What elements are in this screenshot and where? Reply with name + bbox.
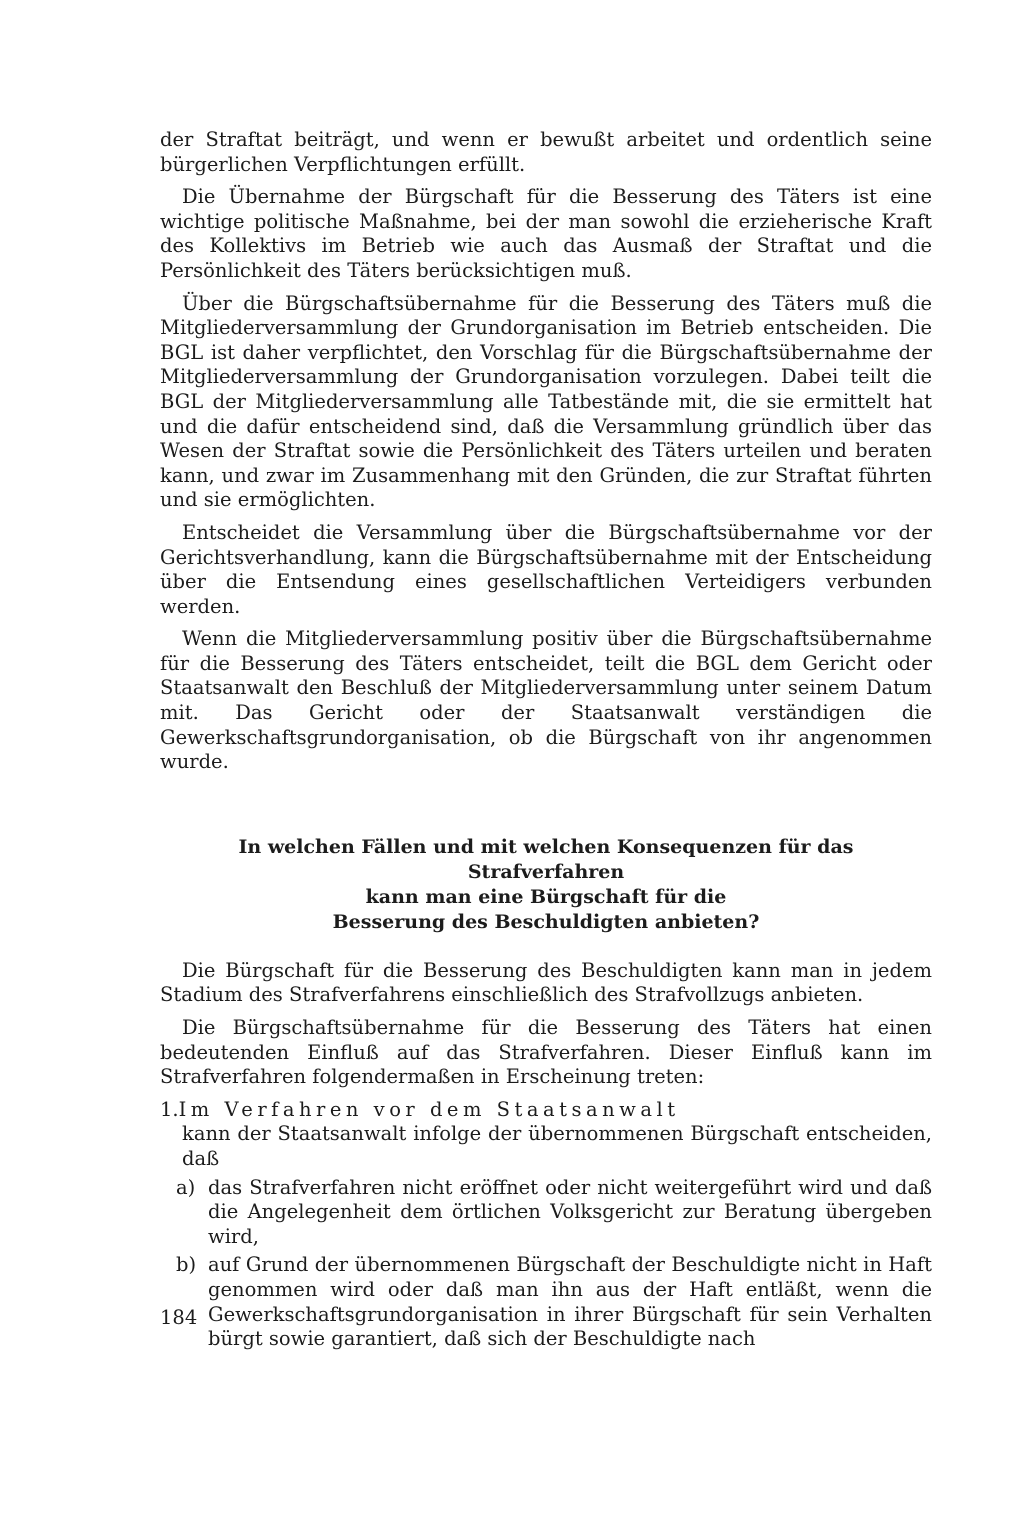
page-body — [160, 128, 932, 1356]
paragraph-continuation: der Straftat beiträgt, und wenn er bewußt arbeitet und ordentlich seine bürgerlichen Verpflichtungen erfüllt. — [160, 128, 932, 176]
list-item-number: 1. — [160, 1097, 179, 1121]
paragraph-decision: Über die Bürgschaftsübernahme für die Besserung des Täters muß die Mitgliederversammlung der Grundorganisation im Betrieb entscheiden. Die BGL ist daher verpflichtet, den Vorschlag für die Bürgschaftsübernahme der Mitgliederversammlung der Grundorganisation vorzulegen. Dabei teilt die BGL der Mitgliederversammlung alle Tatbestände mit, die sie ermittelt hat und die dafür entscheidend sind, daß die Versammlung gründlich über das Wesen der Straftat sowie die Persönlichkeit des Täters urteilen und beraten kann, und zwar im Zusammenhang mit den Gründen, die zur Straftat führten und sie ermöglichten. — [160, 291, 932, 512]
paragraph-stage: Die Bürgschaft für die Besserung des Beschuldigten kann man in jedem Stadium des Strafverfahrens einschließlich des Strafvollzugs anbieten. — [160, 958, 932, 1007]
paragraph-influence: Die Bürgschaftsübernahme für die Besserung des Täters hat einen bedeutenden Einfluß auf das Strafverfahren. Dieser Einfluß kann im Strafverfahren folgendermaßen in Erscheinung treten: — [160, 1016, 932, 1089]
sub-item-text: das Strafverfahren nicht eröffnet oder nicht weitergeführt wird und daß die Angelegenheit dem örtlichen Volksgericht zur Beratung übergeben wird, — [208, 1175, 932, 1248]
sub-item-a — [170, 1176, 932, 1250]
sub-item-marker: b) — [176, 1253, 197, 1277]
list-item-title: Im Verfahren vor dem Staatsanwalt — [178, 1097, 680, 1121]
heading-line-1: In welchen Fällen und mit welchen Konsequenzen für das Strafverfahren — [238, 835, 854, 883]
heading-line-3: Besserung des Beschuldigten anbieten? — [332, 910, 760, 933]
sub-item-marker: a) — [176, 1175, 196, 1199]
page-number: 184 — [160, 1306, 198, 1329]
sub-item-text: auf Grund der übernommenen Bürgschaft der Beschuldigte nicht in Haft genommen wird oder daß man ihn aus der Haft entläßt, wenn die Gewerkschaftsgrundorganisation in ihrer Bürgschaft für sein Verhalten bürgt sowie garantiert, daß sich der Beschuldigte nach — [208, 1253, 932, 1351]
list-item-1-body: kann der Staatsanwalt infolge der übernommenen Bürgschaft entscheiden, daß — [182, 1122, 932, 1170]
paragraph-notification: Wenn die Mitgliederversammlung positiv über die Bürgschaftsübernahme für die Besserung des Täters entscheidet, teilt die BGL dem Gericht oder Staatsanwalt den Beschluß der Mitgliederversammlung unter seinem Datum mit. Das Gericht oder der Staatsanwalt verständigen die Gewerkschaftsgrundorganisation, ob die Bürgschaft von ihr angenommen wurde. — [160, 627, 932, 774]
sub-item-b — [170, 1253, 932, 1351]
paragraph-importance: Die Übernahme der Bürgschaft für die Besserung des Täters ist eine wichtige politische Maßnahme, bei der man sowohl die erzieherische Kraft des Kollektivs im Betrieb wie auch das Ausmaß der Straftat und die Persönlichkeit des Täters berücksichtigen muß. — [160, 185, 932, 282]
section-heading — [160, 835, 932, 935]
heading-line-2: kann man eine Bürgschaft für die — [365, 885, 727, 908]
list-item-1-heading — [160, 1098, 932, 1123]
paragraph-trial: Entscheidet die Versammlung über die Bürgschaftsübernahme vor der Gerichtsverhandlung, kann die Bürgschaftsübernahme mit der Entscheidung über die Entsendung eines gesellschaftlichen Verteidigers verbunden werden. — [160, 520, 932, 618]
